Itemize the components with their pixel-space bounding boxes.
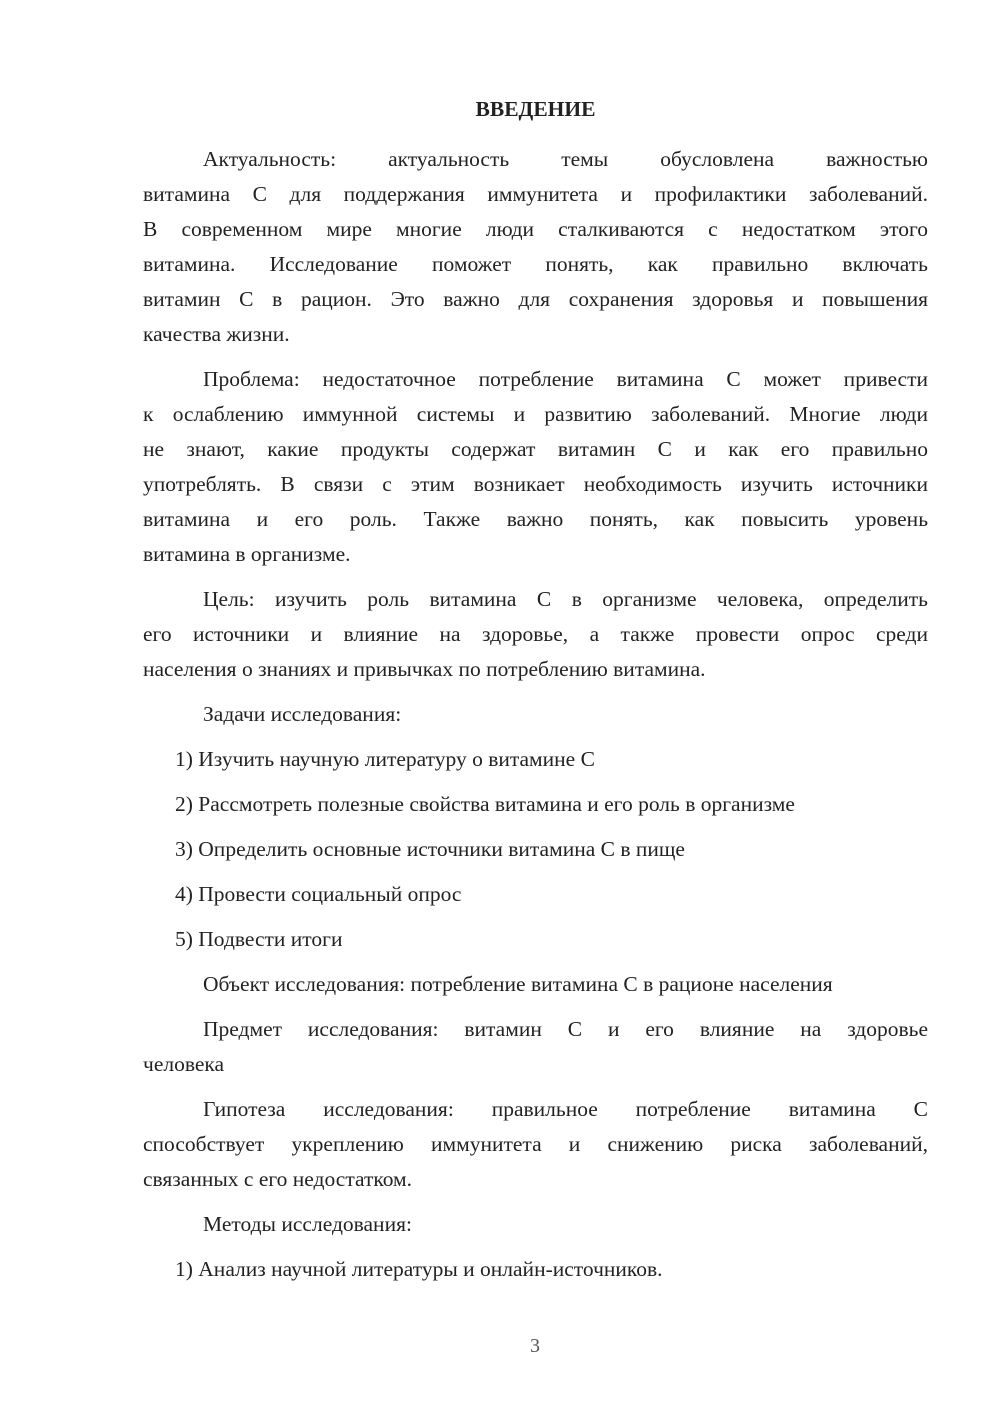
paragraph xyxy=(143,142,928,352)
text-line: витамина и его роль. Также важно понять, как повысить уровень xyxy=(143,507,928,531)
paragraph xyxy=(143,967,928,1002)
list-item xyxy=(143,877,928,912)
list-item xyxy=(143,922,928,957)
text-line: В современном мире многие люди сталкиваются с недостатком этого xyxy=(143,217,928,241)
list-item xyxy=(143,787,928,822)
paragraph xyxy=(143,697,928,732)
list-item xyxy=(143,1252,928,1287)
document-page xyxy=(143,92,928,1287)
page-number: 3 xyxy=(530,1335,540,1357)
document-body xyxy=(143,142,928,1287)
list-item xyxy=(143,742,928,777)
paragraph xyxy=(143,1207,928,1242)
text-line: 3) Определить основные источники витамина С в пище xyxy=(175,837,685,861)
text-line: витамина С для поддержания иммунитета и профилактики заболеваний. xyxy=(143,182,928,206)
text-line: способствует укреплению иммунитета и снижению риска заболеваний, xyxy=(143,1132,928,1156)
text-line: 2) Рассмотреть полезные свойства витамина и его роль в организме xyxy=(175,792,795,816)
paragraph xyxy=(143,362,928,572)
text-line: Цель: изучить роль витамина С в организме человека, определить xyxy=(203,587,928,611)
paragraph xyxy=(143,1012,928,1082)
text-line: человека xyxy=(143,1052,225,1076)
text-line: Задачи исследования: xyxy=(203,702,402,726)
text-line: 1) Анализ научной литературы и онлайн-источников. xyxy=(175,1257,663,1281)
list-item xyxy=(143,832,928,867)
text-line: Объект исследования: потребление витамина С в рационе населения xyxy=(203,972,833,996)
text-line: 4) Провести социальный опрос xyxy=(175,882,462,906)
paragraph xyxy=(143,582,928,687)
text-line: к ослаблению иммунной системы и развитию заболеваний. Многие люди xyxy=(143,402,928,426)
text-line: не знают, какие продукты содержат витамин С и как его правильно xyxy=(143,437,928,461)
text-line: 1) Изучить научную литературу о витамине С xyxy=(175,747,595,771)
text-line: Актуальность: актуальность темы обусловлена важностью xyxy=(203,147,928,171)
text-line: 5) Подвести итоги xyxy=(175,927,343,951)
section-title: ВВЕДЕНИЕ xyxy=(475,97,596,121)
paragraph xyxy=(143,1092,928,1197)
text-line: населения о знаниях и привычках по потреблению витамина. xyxy=(143,657,706,681)
text-line: Методы исследования: xyxy=(203,1212,412,1236)
text-line: Предмет исследования: витамин С и его влияние на здоровье xyxy=(203,1017,928,1041)
text-line: связанных с его недостатком. xyxy=(143,1167,413,1191)
text-line: витамина. Исследование поможет понять, как правильно включать xyxy=(143,252,928,276)
text-line: Гипотеза исследования: правильное потребление витамина С xyxy=(203,1097,928,1121)
text-line: качества жизни. xyxy=(143,322,290,346)
text-line: его источники и влияние на здоровье, а также провести опрос среди xyxy=(143,622,928,646)
text-line: употреблять. В связи с этим возникает необходимость изучить источники xyxy=(143,472,928,496)
text-line: витамин С в рацион. Это важно для сохранения здоровья и повышения xyxy=(143,287,928,311)
text-line: витамина в организме. xyxy=(143,542,351,566)
text-line: Проблема: недостаточное потребление витамина С может привести xyxy=(203,367,928,391)
